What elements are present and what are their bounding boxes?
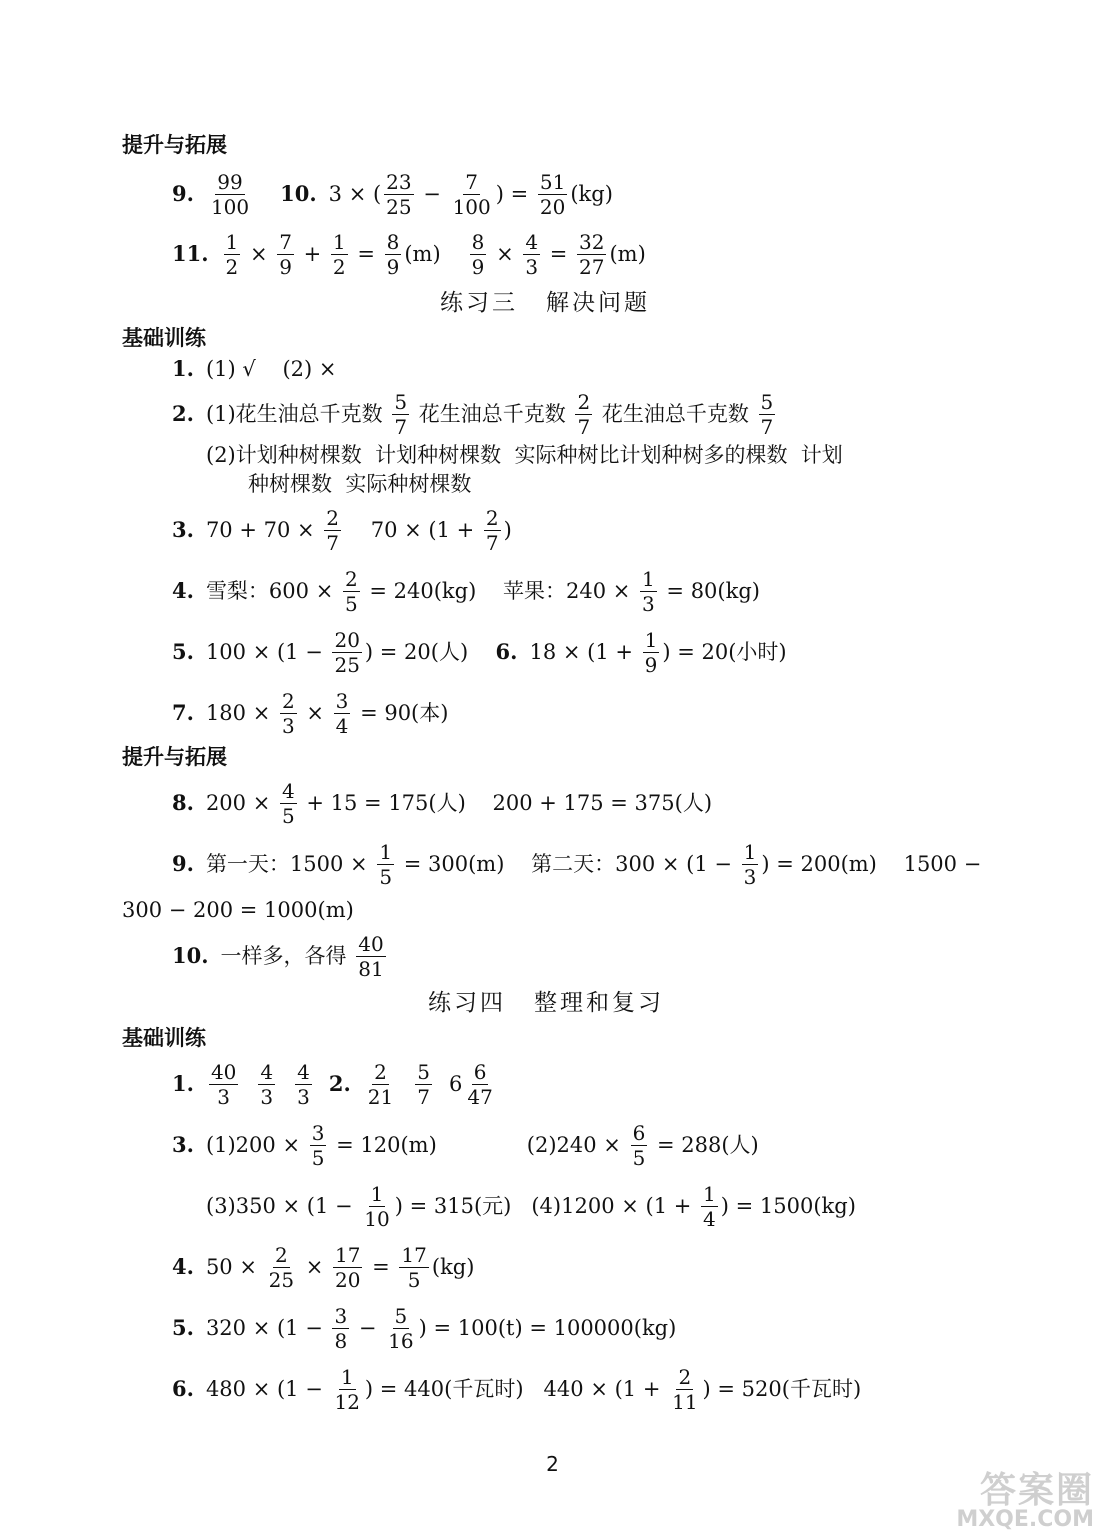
answer-row-d5: 5. 320 × (1 − $\frac{3}{8}$ − $\frac{5}{16}$ ) = 100(t) = 100000(kg) (172, 1303, 677, 1353)
fraction: $\frac{99}{100}$ (210, 169, 250, 219)
section-heading: 基础训练 (122, 326, 206, 350)
answer-row-c8: 8. 200 × $\frac{4}{5}$ + 15 = 175(人) 200 + 175 = 375(人) (172, 778, 713, 828)
fraction: $\frac{4}{3}$ (297, 1059, 310, 1109)
fraction: $\frac{7}{100}$ (452, 169, 491, 219)
fraction: $\frac{5}{7}$ (760, 389, 774, 439)
section-heading: 提升与拓展 (122, 745, 227, 769)
page-number: 2 (546, 1452, 559, 1476)
fraction: $\frac{2}{7}$ (485, 505, 499, 555)
fraction: $\frac{1}{10}$ (364, 1181, 390, 1231)
fraction: $\frac{1}{3}$ (642, 566, 655, 616)
answer-row-c9-line2: 300 − 200 = 1000(m) (122, 898, 354, 922)
fraction: $\frac{20}{25}$ (334, 627, 360, 677)
fraction: $\frac{8}{9}$ (471, 229, 485, 279)
fraction: $\frac{32}{27}$ (579, 229, 605, 279)
question-number: 10. (280, 181, 317, 206)
fraction: $\frac{1}{5}$ (379, 839, 393, 889)
fraction: $\frac{2}{7}$ (577, 389, 591, 439)
fraction: $\frac{5}{7}$ (417, 1059, 430, 1109)
fraction: $\frac{8}{9}$ (386, 229, 400, 279)
fraction: $\frac{7}{9}$ (279, 229, 292, 279)
exercise-title: 练习四 整理和复习 (428, 990, 664, 1016)
answer-row-d3-line2: (3)350 × (1 − $\frac{1}{10}$ ) = 315(元) (4)1200 × (1 + $\frac{1}{4}$ ) = 1500(kg) (206, 1181, 856, 1231)
question-number: 9. (172, 181, 194, 206)
fraction: $\frac{5}{7}$ (394, 389, 408, 439)
fraction: $\frac{6}{5}$ (632, 1120, 646, 1170)
fraction: $\frac{1}{3}$ (743, 839, 757, 889)
fraction: $\frac{40}{81}$ (358, 931, 384, 981)
watermark-url: MXQE.COM (956, 1507, 1094, 1532)
answer-row-d3: 3. (1)200 × $\frac{3}{5}$ = 120(m) (2)240 × $\frac{6}{5}$ = 288(人) (172, 1120, 759, 1170)
fraction: $\frac{1}{2}$ (332, 229, 346, 279)
answer-row-q11: 11. $\frac{1}{2}$ × $\frac{7}{9}$ + $\frac{1}{2}$ = $\frac{8}{9}$ (m) $\frac{8}{9}$ × $\frac{4}{3}$ = $\frac{32}{27}$ (m) (172, 229, 646, 279)
fraction: $\frac{2}{7}$ (326, 505, 340, 555)
answer-row-d4: 4. 50 × $\frac{2}{25}$ × $\frac{17}{20}$ = $\frac{17}{5}$ (kg) (172, 1242, 475, 1292)
answer-row-b2: 2. (1)花生油总千克数 $\frac{5}{7}$ 花生油总千克数 $\frac{2}{7}$ 花生油总千克数 $\frac{5}{7}$ (172, 389, 774, 439)
answer-row-c9: 9. 第一天：1500 × $\frac{1}{5}$ = 300(m) 第二天：300 × (1 − $\frac{1}{3}$ ) = 200(m) 1500 − (172, 839, 982, 889)
fraction: $\frac{6}{47}$ (467, 1059, 493, 1109)
fraction: $\frac{2}{11}$ (672, 1364, 698, 1414)
answer-row-b1: 1. (1) √ (2) × (172, 356, 337, 381)
answer-row-b4: 4. 雪梨：600 × $\frac{2}{5}$ = 240(kg) 苹果：240 × $\frac{1}{3}$ = 80(kg) (172, 566, 760, 616)
watermark (935, 1462, 1100, 1532)
question-number: 11. (172, 241, 209, 266)
fraction: $\frac{1}{2}$ (225, 229, 239, 279)
answer-row-b7: 7. 180 × $\frac{2}{3}$ × $\frac{3}{4}$ = 90(本) (172, 688, 449, 738)
fraction: $\frac{2}{5}$ (344, 566, 358, 616)
fraction: $\frac{1}{12}$ (334, 1364, 360, 1414)
section-heading: 提升与拓展 (122, 133, 227, 157)
fraction: $\frac{23}{25}$ (386, 169, 412, 219)
answer-row-b5-b6: 5. 100 × (1 − $\frac{20}{25}$ ) = 20(人) 6. 18 × (1 + $\frac{1}{9}$ ) = 20(小时) (172, 627, 787, 677)
answer-row-q9-q10: 9. $\frac{99}{100}$ 10. 3 × ( $\frac{23}{25}$ − $\frac{7}{100}$ ) = $\frac{51}{20}$ (kg) (172, 169, 613, 219)
fraction: $\frac{2}{25}$ (268, 1242, 295, 1292)
exercise-title: 练习三 解决问题 (440, 290, 650, 316)
fraction: $\frac{17}{5}$ (401, 1242, 427, 1292)
fraction: $\frac{1}{4}$ (703, 1181, 716, 1231)
answer-row-b2-line3: 种树棵数 实际种树棵数 (248, 472, 472, 496)
fraction: $\frac{4}{3}$ (525, 229, 539, 279)
section-heading: 基础训练 (122, 1026, 206, 1050)
answer-row-c10: 10. 一样多，各得 $\frac{40}{81}$ (172, 931, 384, 981)
fraction: $\frac{5}{16}$ (388, 1303, 414, 1353)
fraction: $\frac{4}{5}$ (281, 778, 295, 828)
fraction: $\frac{3}{4}$ (335, 688, 349, 738)
fraction: $\frac{17}{20}$ (335, 1242, 361, 1292)
fraction: $\frac{51}{20}$ (539, 169, 566, 219)
answer-row-b3: 3. 70 + 70 × $\frac{2}{7}$ 70 × (1 + $\frac{2}{7}$ ) (172, 505, 512, 555)
fraction: $\frac{1}{9}$ (644, 627, 658, 677)
fraction: $\frac{3}{5}$ (311, 1120, 325, 1170)
watermark-logo: 答案圈 (979, 1470, 1094, 1511)
fraction: $\frac{3}{8}$ (334, 1303, 348, 1353)
answer-row-b2-line2: (2)计划种树棵数 计划种树棵数 实际种树比计划种树多的棵数 计划 (206, 443, 843, 467)
answer-row-d1-d2: 1. $\frac{40}{3}$ $\frac{4}{3}$ $\frac{4}{3}$ 2. $\frac{2}{21}$ $\frac{5}{7}$ 6 $\frac{6}{47}$ (172, 1059, 493, 1109)
fraction: $\frac{40}{3}$ (210, 1059, 237, 1109)
fraction: $\frac{4}{3}$ (260, 1059, 274, 1109)
fraction: $\frac{2}{3}$ (281, 688, 295, 738)
fraction: $\frac{2}{21}$ (367, 1059, 394, 1109)
answer-row-d6: 6. 480 × (1 − $\frac{1}{12}$ ) = 440(千瓦时) 440 × (1 + $\frac{2}{11}$ ) = 520(千瓦时) (172, 1364, 862, 1414)
